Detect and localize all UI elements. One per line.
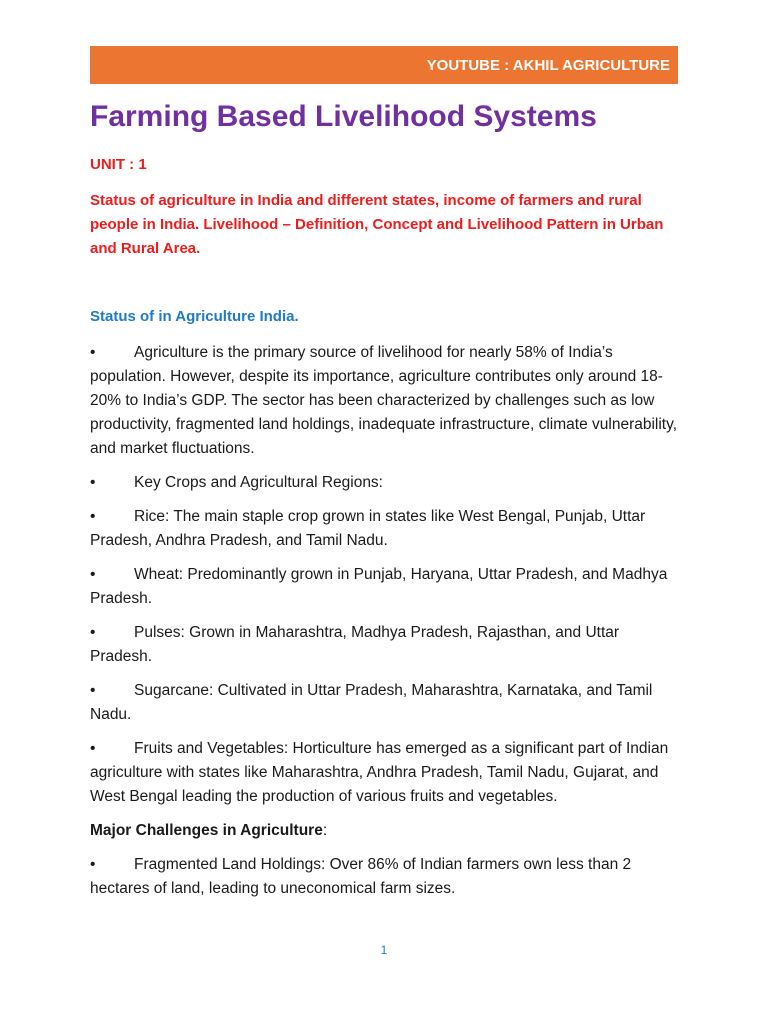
section-heading: Status of in Agriculture India. (90, 308, 299, 325)
bullet-icon: • (90, 344, 96, 361)
bullet-text: Fragmented Land Holdings: Over 86% of Indian farmers own less than 2 hectares of land, leading to uneconomical farm sizes. (90, 856, 632, 897)
challenges-heading (90, 819, 680, 843)
bullet-icon: • (90, 566, 96, 583)
banner-text: YOUTUBE : AKHIL AGRICULTURE (426, 56, 670, 74)
bullet-paragraph (90, 679, 680, 727)
bullet-icon: • (90, 740, 96, 757)
bullet-paragraph (90, 341, 680, 461)
challenges-heading-text: Major Challenges in Agriculture (90, 822, 323, 839)
bullet-paragraph (90, 505, 680, 553)
bullet-text: Fruits and Vegetables: Horticulture has emerged as a significant part of Indian agriculture with states like Maharashtra, Andhra Pradesh, Tamil Nadu, Gujarat, and West Bengal leading the production of various fruits and vegetables. (90, 740, 669, 805)
youtube-banner (90, 46, 678, 84)
bullet-text: Rice: The main staple crop grown in states like West Bengal, Punjab, Uttar Pradesh, Andhra Pradesh, and Tamil Nadu. (90, 508, 646, 549)
bullet-paragraph (90, 621, 680, 669)
content-body (90, 341, 680, 911)
bullet-text: Sugarcane: Cultivated in Uttar Pradesh, Maharashtra, Karnataka, and Tamil Nadu. (90, 682, 653, 723)
unit-intro: Status of agriculture in India and different states, income of farmers and rural people in India. Livelihood – Definition, Concept and Livelihood Pattern in Urban and Rural Area. (90, 192, 664, 257)
bullet-text: Wheat: Predominantly grown in Punjab, Haryana, Uttar Pradesh, and Madhya Pradesh. (90, 566, 668, 607)
bullet-text: Agriculture is the primary source of livelihood for nearly 58% of India’s population. However, despite its importance, agriculture contributes only around 18-20% to India’s GDP. The sector has been characterized by challenges such as low productivity, fragmented land holdings, inadequate infrastructure, climate vulnerability, and market fluctuations. (90, 344, 678, 457)
bullet-icon: • (90, 508, 96, 525)
bullet-paragraph (90, 853, 680, 901)
bullet-paragraph (90, 737, 680, 809)
challenges-heading-colon: : (322, 822, 328, 839)
bullet-icon: • (90, 474, 96, 491)
page-number: 1 (380, 943, 388, 957)
bullet-text: Pulses: Grown in Maharashtra, Madhya Pradesh, Rajasthan, and Uttar Pradesh. (90, 624, 620, 665)
bullet-icon: • (90, 682, 96, 699)
document-title: Farming Based Livelihood Systems (90, 100, 597, 133)
bullet-icon: • (90, 856, 96, 873)
bullet-icon: • (90, 624, 96, 641)
bullet-paragraph (90, 563, 680, 611)
unit-label: UNIT : 1 (90, 156, 147, 173)
bullet-text: Key Crops and Agricultural Regions: (134, 474, 383, 491)
bullet-paragraph (90, 471, 680, 495)
